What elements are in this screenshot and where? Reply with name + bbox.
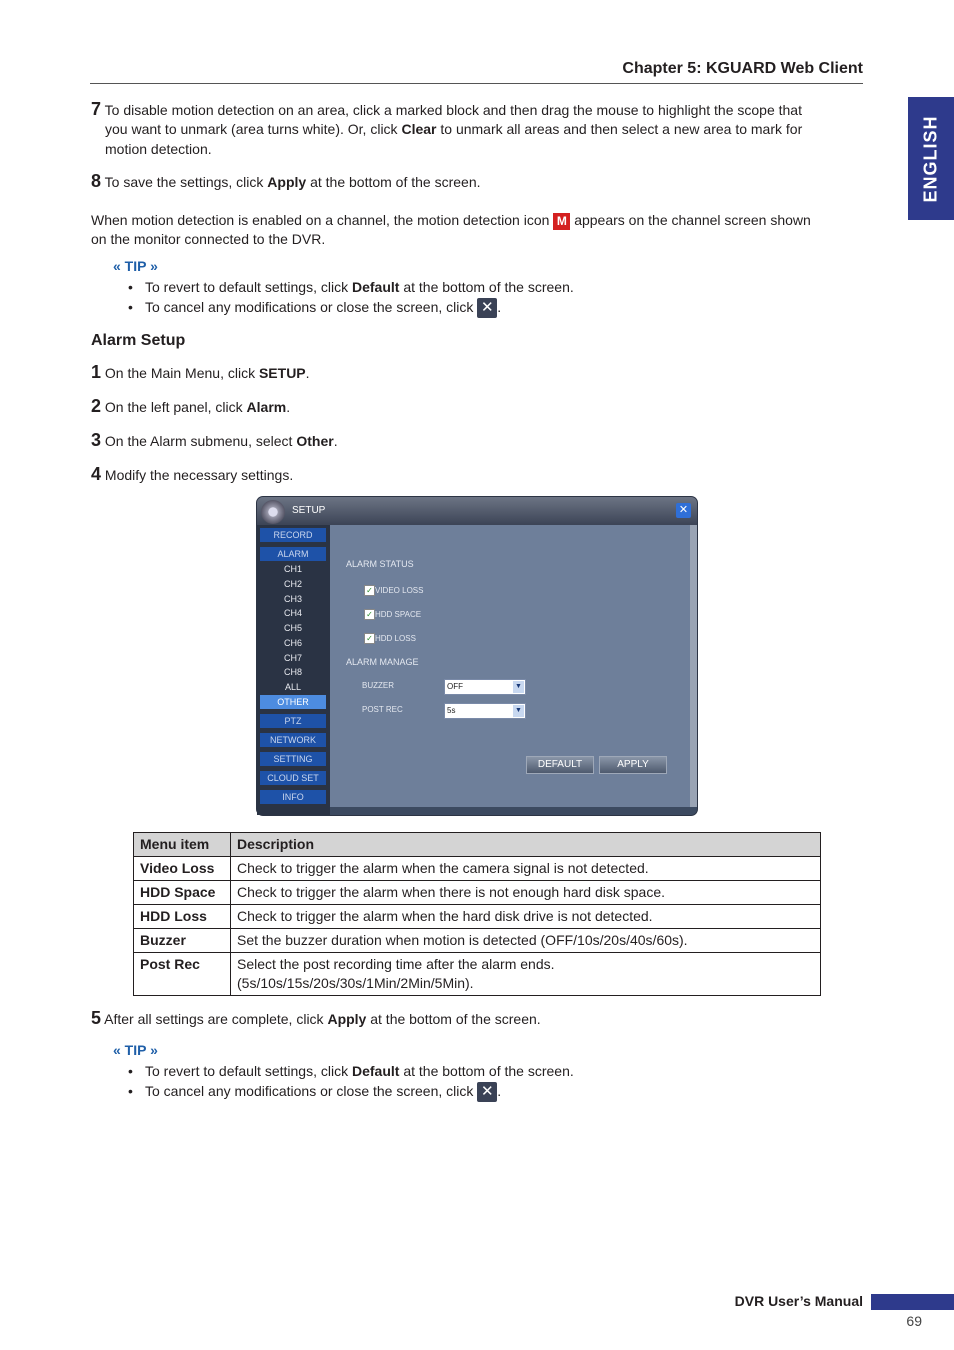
table-cell: Video Loss <box>134 857 231 881</box>
step-text: To disable motion detection on an area, click a marked block and then drag the mouse to highlight the scope that <box>104 102 802 118</box>
step-text: After all settings are complete, click <box>104 1011 328 1027</box>
gear-icon <box>261 500 285 524</box>
nav-alarm[interactable]: ALARM <box>260 547 326 561</box>
step-text: . <box>305 365 310 381</box>
buzzer-select[interactable] <box>444 679 526 695</box>
post-rec-value: 5s <box>447 706 456 715</box>
alarm-step-2 <box>91 396 290 417</box>
dialog-titlebar <box>257 497 697 525</box>
step-text: . <box>286 399 291 415</box>
video-loss-checkbox[interactable]: ✓ <box>364 585 375 596</box>
tip-text: . <box>497 299 502 315</box>
alarm-step-5 <box>91 1008 541 1029</box>
close-icon: ✕ <box>477 298 497 318</box>
table-cell: Check to trigger the alarm when there is not enough hard disk space. <box>231 881 821 905</box>
alarm-term: Alarm <box>246 399 287 415</box>
table-header-row <box>134 833 821 857</box>
nav-info[interactable]: INFO <box>260 790 326 804</box>
tip-text: To revert to default settings, click <box>145 1063 352 1079</box>
post-rec-select[interactable] <box>444 703 526 719</box>
hdd-loss-label: HDD LOSS <box>375 634 416 643</box>
dialog-content <box>330 525 690 807</box>
step-number: 1 <box>91 362 102 382</box>
close-icon: ✕ <box>477 1082 497 1102</box>
table-header: Menu item <box>134 833 231 857</box>
table-row <box>134 929 821 953</box>
dialog-title: SETUP <box>292 505 326 516</box>
step-text: To save the settings, click <box>104 174 268 190</box>
tip-text: To cancel any modifications or close the screen, click <box>145 1083 478 1099</box>
nav-setting[interactable]: SETTING <box>260 752 326 766</box>
nav-ch8[interactable]: CH8 <box>283 667 302 677</box>
step-number: 3 <box>91 430 102 450</box>
table-cell: Buzzer <box>134 929 231 953</box>
dialog-sidebar <box>257 525 330 815</box>
cell-line: Select the post recording time after the alarm ends. <box>237 956 555 972</box>
nav-network[interactable]: NETWORK <box>260 733 326 747</box>
tip-text: at the bottom of the screen. <box>399 1063 574 1079</box>
step-text: On the Main Menu, click <box>104 365 259 381</box>
hdd-loss-checkbox[interactable]: ✓ <box>364 633 375 644</box>
table-row <box>134 857 821 881</box>
nav-cloud-set[interactable]: CLOUD SET <box>260 771 326 785</box>
step-text: you want to unmark (area turns white). Or, click <box>105 121 402 137</box>
table-cell: Check to trigger the alarm when the camera signal is not detected. <box>231 857 821 881</box>
tip-text: . <box>497 1083 502 1099</box>
note-text: When motion detection is enabled on a channel, the motion detection icon <box>91 212 554 228</box>
nav-ch3[interactable]: CH3 <box>283 594 302 604</box>
step-text: at the bottom of the screen. <box>306 174 481 190</box>
apply-term: Apply <box>327 1011 367 1027</box>
manual-title: DVR User’s Manual <box>734 1293 863 1309</box>
table-row <box>134 905 821 929</box>
step-text: . <box>333 433 338 449</box>
step-text: On the left panel, click <box>104 399 247 415</box>
language-tab-label: ENGLISH <box>920 114 941 203</box>
dialog-scrollbar[interactable] <box>690 525 697 807</box>
settings-table <box>133 832 821 996</box>
note-text: appears on the channel screen shown <box>570 212 811 228</box>
step-number: 5 <box>91 1008 102 1028</box>
tip-label: « TIP » <box>113 1042 158 1058</box>
video-loss-label: VIDEO LOSS <box>375 586 424 595</box>
step-number: 7 <box>91 99 102 119</box>
table-row <box>134 953 821 996</box>
alarm-step-3 <box>91 430 338 451</box>
nav-ptz[interactable]: PTZ <box>260 714 326 728</box>
cell-line: (5s/10s/15s/20s/30s/1Min/2Min/5Min). <box>237 975 474 991</box>
tip-bullet <box>145 297 501 318</box>
nav-all[interactable]: ALL <box>284 682 301 692</box>
nav-record[interactable]: RECORD <box>260 528 326 542</box>
table-cell <box>231 953 821 996</box>
close-icon[interactable]: ✕ <box>676 503 691 518</box>
table-cell: HDD Loss <box>134 905 231 929</box>
alarm-step-4 <box>91 464 293 485</box>
step-number: 8 <box>91 171 102 191</box>
hdd-space-checkbox[interactable]: ✓ <box>364 609 375 620</box>
hdd-space-label: HDD SPACE <box>375 610 422 619</box>
tip-bullet <box>145 1061 574 1081</box>
table-cell: HDD Space <box>134 881 231 905</box>
step-text: Modify the necessary settings. <box>104 467 294 483</box>
other-term: Other <box>296 433 334 449</box>
nav-ch1[interactable]: CH1 <box>283 564 302 574</box>
setup-dialog <box>257 497 697 815</box>
post-rec-label: POST REC <box>362 705 403 714</box>
step-7 <box>91 99 861 120</box>
tip-text: at the bottom of the screen. <box>399 279 574 295</box>
tip-bullet <box>145 1081 501 1102</box>
step-text: at the bottom of the screen. <box>366 1011 541 1027</box>
header-rule <box>90 83 863 84</box>
motion-note-line2: on the monitor connected to the DVR. <box>91 231 326 247</box>
language-tab <box>908 97 954 220</box>
motion-detection-icon: M <box>553 213 570 230</box>
section-title: Alarm Setup <box>91 332 186 349</box>
step-7-line2 <box>105 119 865 139</box>
nav-ch5[interactable]: CH5 <box>283 623 302 633</box>
chevron-down-icon: ▼ <box>513 681 524 693</box>
step-8 <box>91 171 481 192</box>
alarm-manage-heading: ALARM MANAGE <box>346 657 419 667</box>
setup-term: SETUP <box>258 365 306 381</box>
tip-text: To revert to default settings, click <box>145 279 352 295</box>
table-header: Description <box>231 833 821 857</box>
step-text: On the Alarm submenu, select <box>104 433 297 449</box>
nav-other[interactable]: OTHER <box>260 695 326 709</box>
table-row <box>134 881 821 905</box>
nav-ch7[interactable]: CH7 <box>283 653 302 663</box>
nav-ch2[interactable]: CH2 <box>283 579 302 589</box>
step-7-line3: motion detection. <box>105 141 212 157</box>
table-cell: Check to trigger the alarm when the hard disk drive is not detected. <box>231 905 821 929</box>
footer-bar <box>871 1294 954 1310</box>
buzzer-value: OFF <box>447 682 463 691</box>
tip-label: « TIP » <box>113 258 158 274</box>
page-number: 69 <box>906 1313 922 1329</box>
alarm-status-heading: ALARM STATUS <box>346 559 414 569</box>
table-cell: Set the buzzer duration when motion is detected (OFF/10s/20s/40s/60s). <box>231 929 821 953</box>
clear-term: Clear <box>401 121 437 137</box>
motion-note <box>91 210 861 230</box>
apply-term: Apply <box>267 174 307 190</box>
default-term: Default <box>351 1063 400 1079</box>
default-term: Default <box>351 279 400 295</box>
nav-ch4[interactable]: CH4 <box>283 608 302 618</box>
buzzer-label: BUZZER <box>362 681 394 690</box>
step-number: 2 <box>91 396 102 416</box>
default-button[interactable]: DEFAULT <box>526 756 594 774</box>
alarm-step-1 <box>91 362 310 383</box>
chapter-header: Chapter 5: KGUARD Web Client <box>622 60 863 77</box>
nav-ch6[interactable]: CH6 <box>283 638 302 648</box>
table-cell: Post Rec <box>134 953 231 996</box>
apply-button[interactable]: APPLY <box>599 756 667 774</box>
step-number: 4 <box>91 464 102 484</box>
step-text: to unmark all areas and then select a new area to mark for <box>436 121 803 137</box>
tip-bullet <box>145 277 574 297</box>
tip-text: To cancel any modifications or close the screen, click <box>145 299 478 315</box>
chevron-down-icon: ▼ <box>513 705 524 717</box>
